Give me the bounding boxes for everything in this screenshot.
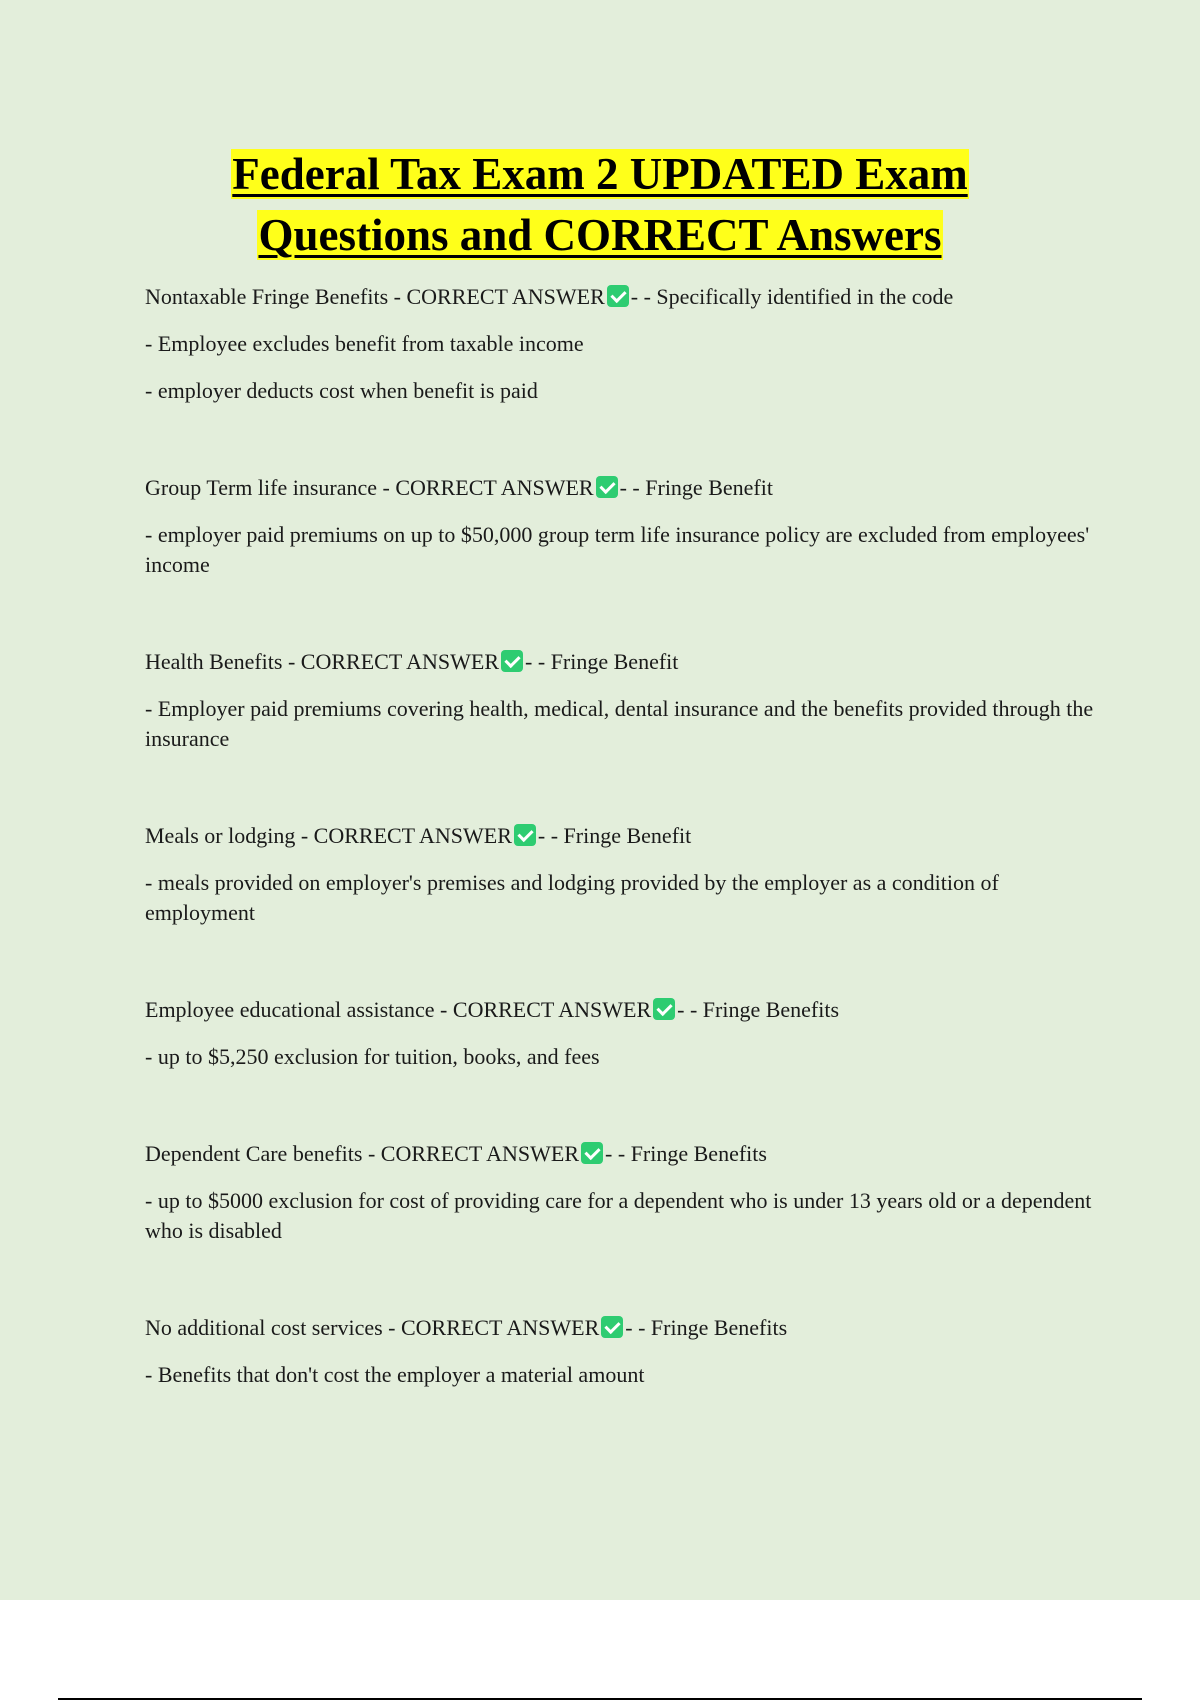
qa-entry: [145, 473, 1095, 580]
green-check-icon: [601, 1316, 623, 1338]
term-text: Nontaxable Fringe Benefits -: [145, 284, 407, 309]
term-text: No additional cost services -: [145, 1315, 401, 1340]
answer-lead: - - Fringe Benefit: [537, 823, 692, 848]
answer-lead: - - Fringe Benefit: [525, 649, 679, 674]
answer-marker: CORRECT ANSWER: [300, 649, 500, 674]
term-text: Meals or lodging -: [145, 823, 314, 848]
green-check-icon: [653, 998, 675, 1020]
qa-entry: [145, 1139, 1095, 1246]
term-text: Health Benefits -: [145, 649, 301, 674]
term-text: Dependent Care benefits -: [145, 1141, 381, 1166]
answer-lead: - - Fringe Benefits: [677, 997, 840, 1022]
answer-marker: CORRECT ANSWER: [452, 997, 652, 1022]
answer-lead: - - Fringe Benefit: [619, 475, 773, 500]
qa-entry: [145, 647, 1095, 754]
qa-list: [145, 282, 1095, 1407]
answer-line: - employer paid premiums on up to $50,000 group term life insurance policy are excluded from employees' income: [145, 522, 1090, 577]
answer-marker: CORRECT ANSWER: [380, 1141, 580, 1166]
question-line: [145, 647, 1095, 677]
question-line: [145, 821, 1095, 851]
term-text: Group Term life insurance -: [145, 475, 396, 500]
answer-marker: CORRECT ANSWER: [395, 475, 594, 500]
qa-entry: [145, 821, 1095, 928]
answer-lead: - - Specifically identified in the code: [630, 284, 954, 309]
title-line-2: Questions and CORRECT Answers: [258, 210, 942, 260]
answer-line: - up to $5000 exclusion for cost of providing care for a dependent who is under 13 years old or a dependent who is disabled: [145, 1188, 1092, 1243]
answer-line: - meals provided on employer's premises and lodging provided by the employer as a condition of employment: [145, 870, 999, 925]
answer-lead: - - Fringe Benefits: [605, 1141, 767, 1166]
qa-entry: [145, 995, 1095, 1072]
answer-marker: CORRECT ANSWER: [313, 823, 512, 848]
question-line: [145, 282, 1095, 312]
answer-lead: - - Fringe Benefits: [625, 1315, 788, 1340]
answer-line: - Employer paid premiums covering health, medical, dental insurance and the benefits provided through the insurance: [145, 696, 1094, 751]
answer-line: - Benefits that don't cost the employer a material amount: [145, 1362, 645, 1387]
answer-marker: CORRECT ANSWER: [406, 284, 605, 309]
green-check-icon: [581, 1142, 603, 1164]
question-line: [145, 1139, 1095, 1169]
green-check-icon: [607, 285, 629, 307]
answer-line: - employer deducts cost when benefit is paid: [145, 378, 538, 403]
qa-entry: [145, 282, 1095, 406]
answer-line: - Employee excludes benefit from taxable income: [145, 331, 584, 356]
green-check-icon: [596, 476, 618, 498]
question-line: [145, 995, 1095, 1025]
green-check-icon: [514, 824, 536, 846]
answer-marker: CORRECT ANSWER: [401, 1315, 600, 1340]
question-line: [145, 473, 1095, 503]
term-text: Employee educational assistance -: [145, 997, 453, 1022]
title-line-1: Federal Tax Exam 2 UPDATED Exam: [232, 149, 968, 199]
question-line: [145, 1313, 1095, 1343]
answer-line: - up to $5,250 exclusion for tuition, books, and fees: [145, 1044, 600, 1069]
qa-entry: [145, 1313, 1095, 1390]
page-title: [0, 144, 1200, 266]
green-check-icon: [501, 650, 523, 672]
